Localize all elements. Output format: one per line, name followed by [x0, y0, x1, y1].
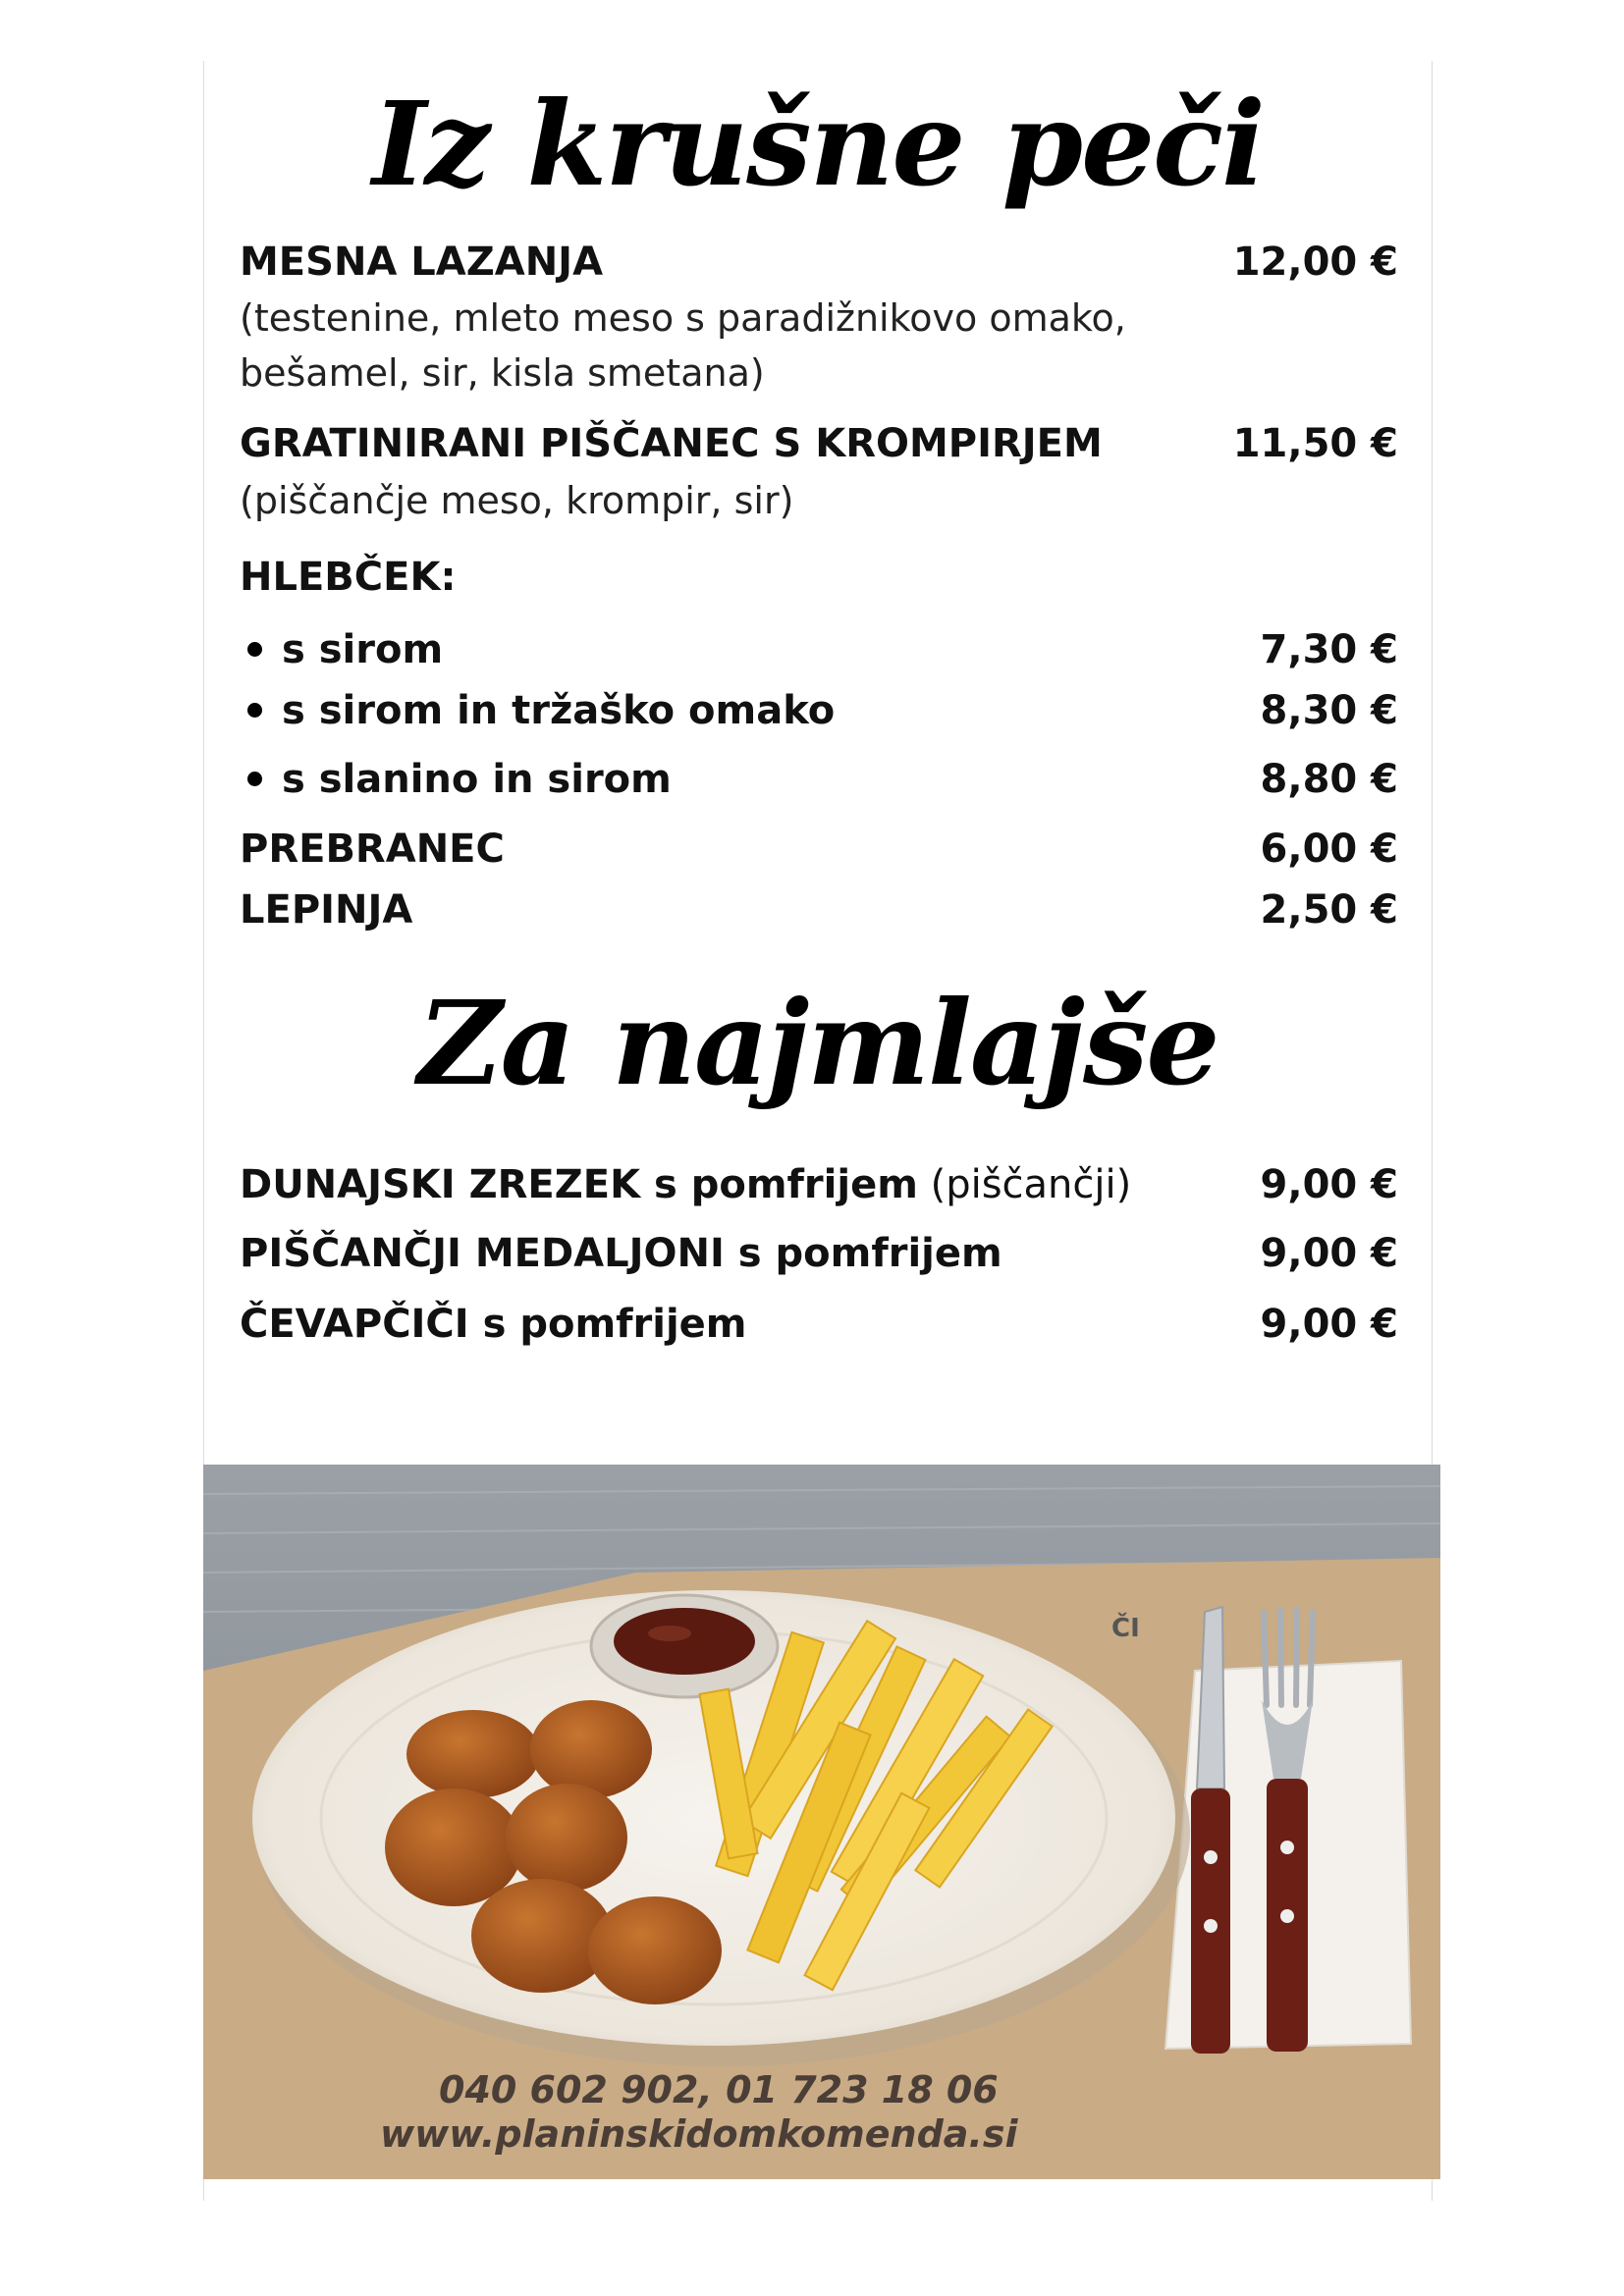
description-line: (testenine, mleto meso s paradižnikovo omako,	[240, 296, 1126, 340]
item-side: s pomfrijem	[468, 1302, 747, 1347]
menu-group-hlebcek	[240, 554, 1398, 601]
description-line: bešamel, sir, kisla smetana)	[240, 351, 765, 395]
item-price: 8,30 €	[1260, 688, 1398, 733]
item-price: 11,50 €	[1232, 421, 1398, 466]
item-name: s sirom in tržaško omako	[282, 688, 836, 733]
bullet-icon	[247, 642, 262, 657]
bullet-icon	[247, 772, 262, 786]
item-name: GRATINIRANI PIŠČANEC S KROMPIRJEM	[240, 421, 1103, 466]
section-title-oven: Iz krušne peči	[372, 76, 1264, 212]
item-price: 2,50 €	[1260, 887, 1398, 933]
item-name: LEPINJA	[240, 887, 413, 933]
item-description: (piščančje meso, krompir, sir)	[240, 479, 794, 522]
item-name: s slanino in sirom	[282, 757, 672, 802]
item-side: s pomfrijem	[640, 1162, 918, 1207]
food-photo	[203, 1465, 1440, 2179]
website-text: www.planinskidomkomenda.si	[380, 2112, 1018, 2156]
menu-item-lasagna	[240, 239, 1398, 286]
menu-item-medaljoni	[240, 1230, 1398, 1277]
photo-illustration	[203, 1465, 1440, 2179]
item-name: MESNA LAZANJA	[240, 240, 604, 285]
menu-item-cevapcici	[240, 1301, 1398, 1348]
item-description	[240, 291, 1202, 400]
item-price: 9,00 €	[1260, 1162, 1398, 1207]
placemat-print: ČI	[1111, 1614, 1140, 1643]
menu-item-hlebcek-sir	[240, 626, 1398, 673]
menu-item-prebranec	[240, 826, 1398, 873]
item-name: PREBRANEC	[240, 827, 505, 872]
menu-item-chicken	[240, 420, 1398, 467]
item-price: 9,00 €	[1260, 1302, 1398, 1347]
item-price: 12,00 €	[1232, 240, 1398, 285]
item-note: (piščančji)	[917, 1162, 1132, 1207]
menu-item-dunajski	[240, 1161, 1398, 1208]
item-price: 9,00 €	[1260, 1231, 1398, 1276]
menu-item-hlebcek-omaka	[240, 687, 1398, 734]
item-price: 8,80 €	[1260, 757, 1398, 802]
menu-item-lepinja	[240, 886, 1398, 934]
item-side: s pomfrijem	[724, 1231, 1002, 1276]
item-price: 7,30 €	[1260, 627, 1398, 672]
section-title-kids: Za najmlajše	[417, 975, 1218, 1111]
bullet-icon	[247, 703, 262, 718]
group-label: HLEBČEK:	[240, 555, 457, 600]
ketchup	[614, 1608, 755, 1675]
item-name: ČEVAPČIČI	[240, 1302, 469, 1347]
menu-item-hlebcek-slanina	[240, 756, 1398, 803]
item-name: DUNAJSKI ZREZEK	[240, 1162, 641, 1207]
item-price: 6,00 €	[1260, 827, 1398, 872]
phone-numbers: 040 602 902, 01 723 18 06	[439, 2068, 999, 2111]
item-name: s sirom	[282, 627, 444, 672]
item-name: PIŠČANČJI MEDALJONI	[240, 1231, 725, 1276]
